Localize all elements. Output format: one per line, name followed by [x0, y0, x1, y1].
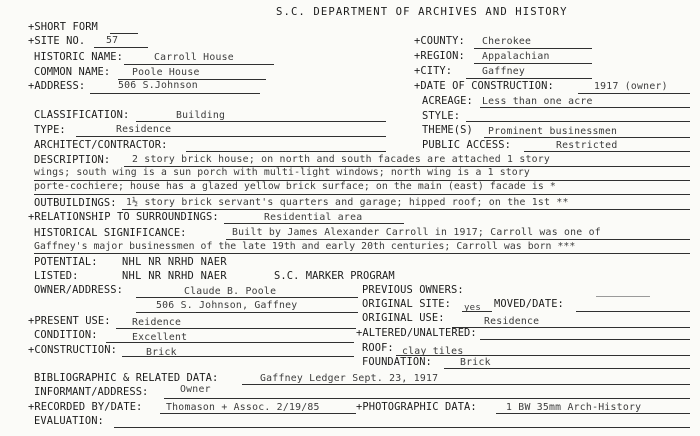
smudge-mark	[596, 296, 650, 297]
region-underline	[474, 63, 592, 64]
acreage-value: Less than one acre	[482, 96, 593, 107]
style-underline	[466, 121, 690, 122]
region-label: +REGION:	[414, 50, 465, 62]
moved-date-underline	[576, 311, 690, 312]
themes-value: Prominent businessmen	[488, 126, 618, 137]
condition-label: CONDITION:	[34, 329, 98, 341]
owner-underline-1	[136, 297, 358, 298]
recorded-by-underline	[160, 413, 356, 414]
description-label: DESCRIPTION:	[34, 154, 111, 166]
roof-label: ROOF:	[362, 342, 394, 354]
description-line-1: 2 story brick house; on north and south facades are attached 1 story	[132, 154, 551, 165]
roof-value: clay tiles	[402, 346, 464, 357]
relationship-label: +RELATIONSHIP TO SURROUNDINGS:	[28, 211, 219, 223]
style-label: STYLE:	[422, 110, 461, 122]
original-use-value: Residence	[484, 316, 540, 327]
marker-program-label: S.C. MARKER PROGRAM	[274, 270, 395, 282]
address-value: 506 S.Johnson	[118, 80, 198, 91]
owner-underline-2	[136, 312, 358, 313]
site-no-underline	[94, 47, 148, 48]
historic-name-value: Carroll House	[154, 52, 234, 63]
date-of-construction-value: 1917 (owner)	[594, 81, 668, 92]
listed-codes: NHL NR NRHD NAER	[122, 270, 227, 282]
recorded-by-label: +RECORDED BY/DATE:	[28, 401, 143, 413]
type-value: Residence	[116, 124, 172, 135]
outbuildings-underline	[122, 209, 690, 210]
short-form-underline	[110, 33, 138, 34]
outbuildings-label: OUTBUILDINGS:	[34, 197, 117, 209]
city-value: Gaffney	[482, 66, 526, 77]
relationship-underline	[224, 223, 404, 224]
historical-significance-underline-1	[226, 239, 690, 240]
potential-codes: NHL NR NRHD NAER	[122, 256, 227, 268]
construction-underline	[122, 356, 354, 357]
owner-address-value: 506 S. Johnson, Gaffney	[156, 300, 298, 311]
description-underline-3	[34, 194, 690, 195]
county-value: Cherokee	[482, 36, 532, 47]
historic-name-label: HISTORIC NAME:	[34, 51, 123, 63]
present-use-value: Reidence	[132, 317, 182, 328]
relationship-value: Residential area	[264, 212, 363, 223]
original-use-underline	[452, 327, 690, 328]
present-use-label: +PRESENT USE:	[28, 315, 111, 327]
foundation-label: FOUNDATION:	[362, 356, 432, 368]
short-form-label: +SHORT FORM	[28, 21, 98, 33]
photographic-data-label: +PHOTOGRAPHIC DATA:	[356, 401, 477, 413]
informant-label: INFORMANT/ADDRESS:	[34, 386, 149, 398]
listed-label: LISTED:	[34, 270, 79, 282]
classification-value: Building	[176, 110, 226, 121]
page-title: S.C. DEPARTMENT OF ARCHIVES AND HISTORY	[276, 6, 568, 18]
description-line-2: wings; south wing is a sun porch with multi-light windows; north wing is a 1 story	[34, 167, 530, 178]
common-name-value: Poole House	[132, 67, 200, 78]
informant-value: Owner	[180, 384, 211, 395]
photographic-data-underline	[496, 413, 690, 414]
outbuildings-value: 1½ story brick servant's quarters and garage; hipped roof; on the 1st **	[126, 197, 569, 208]
condition-underline	[106, 342, 354, 343]
classification-underline	[136, 121, 386, 122]
common-name-label: COMMON NAME:	[34, 66, 111, 78]
recorded-by-value: Thomason + Assoc. 2/19/85	[166, 402, 320, 413]
condition-value: Excellent	[132, 332, 188, 343]
historical-significance-underline-2	[34, 253, 690, 254]
bibliographic-underline	[242, 384, 690, 385]
historical-significance-label: HISTORICAL SIGNIFICANCE:	[34, 227, 187, 239]
description-line-3: porte-cochiere; house has a glazed yellow brick surface; on the main (east) facade is *	[34, 181, 556, 192]
original-site-underline	[462, 311, 492, 312]
original-site-label: ORIGINAL SITE:	[362, 298, 451, 310]
moved-date-label: MOVED/DATE:	[494, 298, 564, 310]
architect-underline	[186, 151, 386, 152]
acreage-label: ACREAGE:	[422, 95, 473, 107]
foundation-underline	[444, 368, 690, 369]
owner-address-label: OWNER/ADDRESS:	[34, 284, 123, 296]
site-no-label: +SITE NO.	[28, 35, 86, 47]
public-access-underline	[524, 151, 690, 152]
themes-label: THEME(S)	[422, 124, 473, 136]
type-label: TYPE:	[34, 124, 66, 136]
address-underline	[90, 93, 260, 94]
city-underline	[466, 78, 592, 79]
date-of-construction-underline	[578, 93, 690, 94]
original-use-label: ORIGINAL USE:	[362, 312, 445, 324]
county-underline	[474, 48, 592, 49]
site-no-value: 57	[106, 35, 119, 46]
county-label: +COUNTY:	[414, 35, 465, 47]
historical-significance-line-1: Built by James Alexander Carroll in 1917; Carroll was one of	[232, 227, 601, 238]
historical-significance-line-2: Gaffney's major businessmen of the late 19th and early 20th centuries; Carroll was born ***	[34, 241, 576, 252]
construction-value: Brick	[146, 347, 177, 358]
type-underline	[76, 136, 386, 137]
photographic-data-value: 1 BW 35mm Arch-History	[506, 402, 642, 413]
date-of-construction-label: +DATE OF CONSTRUCTION:	[414, 80, 554, 92]
potential-label: POTENTIAL:	[34, 256, 98, 268]
public-access-value: Restricted	[556, 140, 618, 151]
informant-underline	[164, 398, 690, 399]
previous-owners-label: PREVIOUS OWNERS:	[362, 284, 464, 296]
architect-label: ARCHITECT/CONTRACTOR:	[34, 139, 168, 151]
themes-underline	[484, 137, 690, 138]
city-label: +CITY:	[414, 65, 453, 77]
classification-label: CLASSIFICATION:	[34, 109, 130, 121]
address-label: +ADDRESS:	[28, 80, 86, 92]
bibliographic-value: Gaffney Ledger Sept. 23, 1917	[260, 373, 439, 384]
original-site-value: yes	[464, 303, 482, 313]
present-use-underline	[116, 328, 356, 329]
altered-unaltered-label: +ALTERED/UNALTERED:	[356, 327, 477, 339]
region-value: Appalachian	[482, 51, 550, 62]
bibliographic-label: BIBLIOGRAPHIC & RELATED DATA:	[34, 372, 219, 384]
evaluation-label: EVALUATION:	[34, 415, 104, 427]
public-access-label: PUBLIC ACCESS:	[422, 139, 511, 151]
historic-name-underline	[124, 64, 274, 65]
altered-unaltered-underline	[480, 339, 690, 340]
owner-name-value: Claude B. Poole	[184, 286, 277, 297]
foundation-value: Brick	[460, 357, 491, 368]
roof-underline	[396, 355, 690, 356]
acreage-underline	[480, 107, 690, 108]
evaluation-underline	[114, 427, 690, 428]
construction-label: +CONSTRUCTION:	[28, 344, 117, 356]
